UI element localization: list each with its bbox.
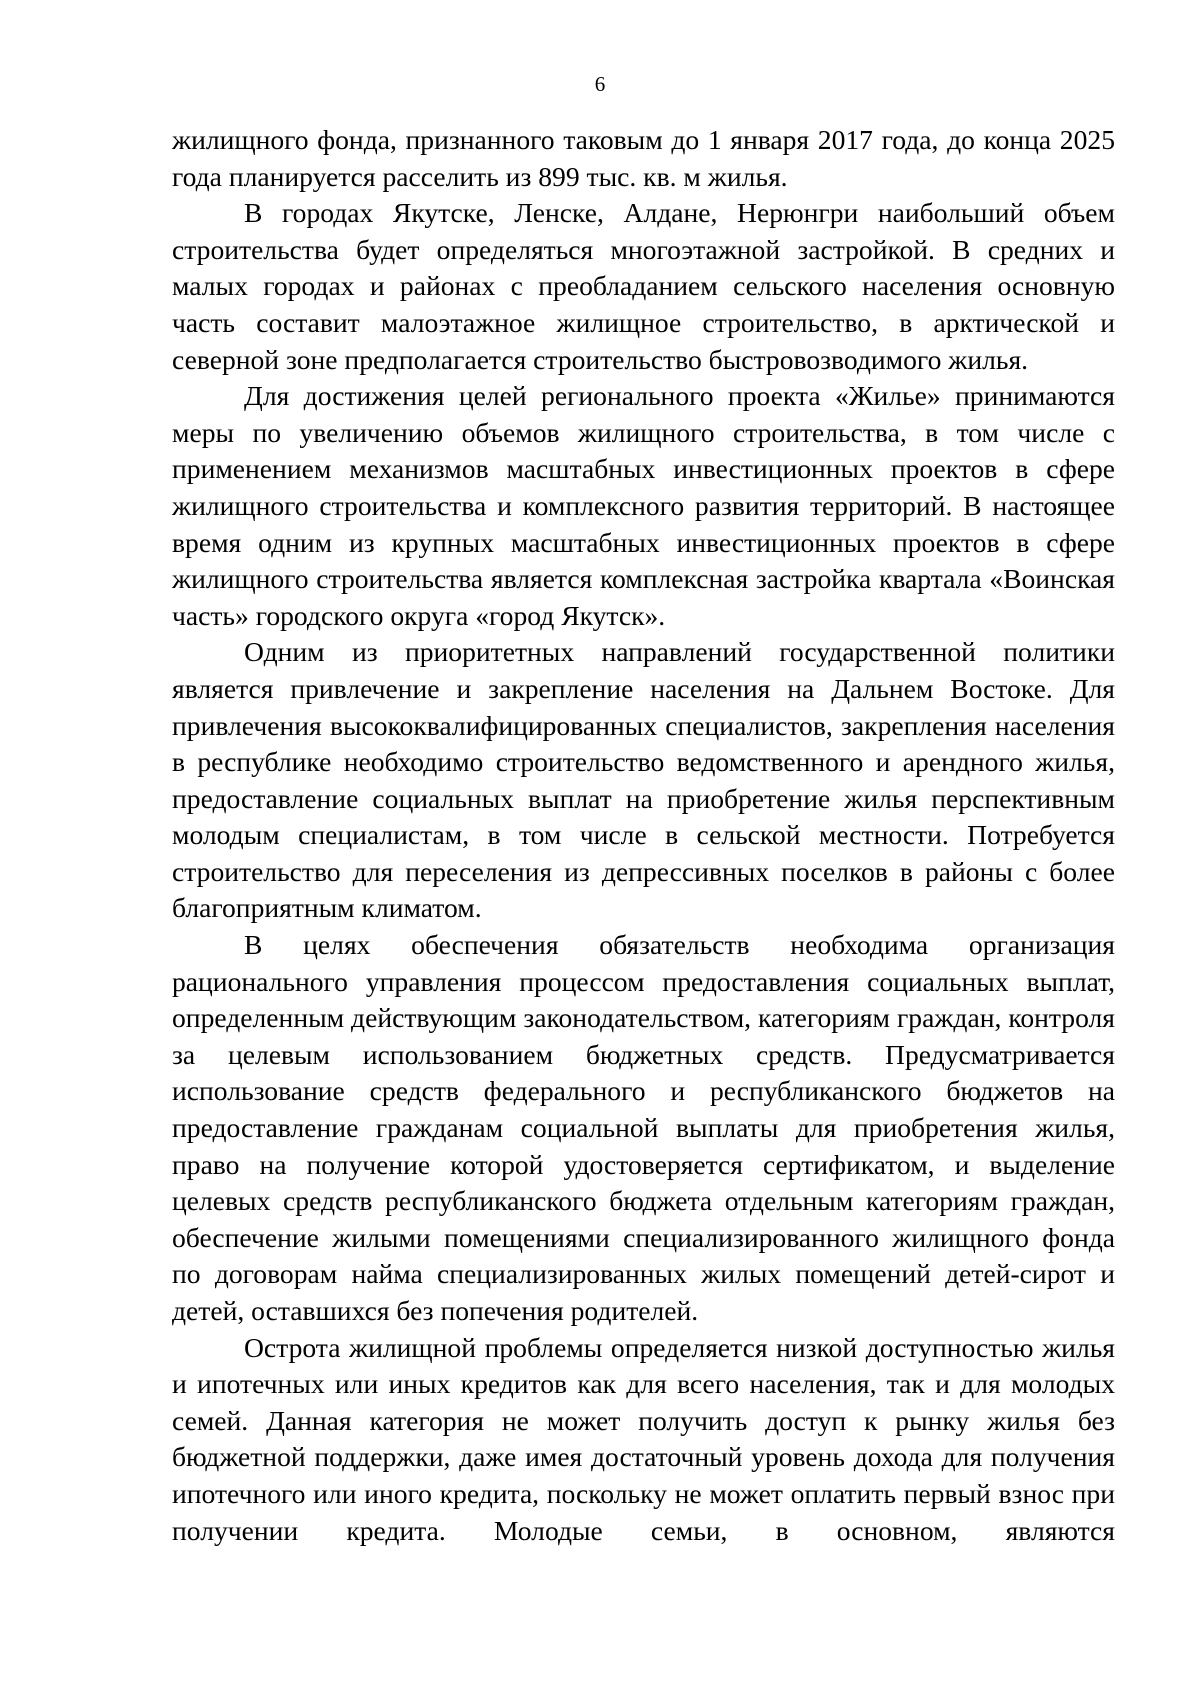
paragraph-housing-affordability: Острота жилищной проблемы определяется низкой доступностью жилья и ипотечных или иных кредитов как для всего населения, так и для молодых семей. Данная категория не может получить доступ к рынку жилья без бюджетной поддержки, даже имея достаточный уровень дохода для получения ипотечного или иного кредита, поскольку не может оплатить первый взнос при получении кредита. Молодые семьи, в основном, являются [172, 1331, 1115, 1546]
paragraph-continuation: жилищного фонда, признанного таковым до 1 января 2017 года, до конца 2025 года планируется расселить из 899 тыс. кв. м жилья. [172, 124, 1115, 192]
paragraph-construction-types: В городах Якутске, Ленске, Алдане, Нерюнгри наибольший объем строительства будет определяться многоэтажной застройкой. В средних и малых городах и районах с преобладанием сельского населения основную часть составит малоэтажное жилищное строительство, в арктической и северной зоне предполагается строительство быстровозводимого жилья. [172, 197, 1115, 375]
paragraph-social-payments: В целях обеспечения обязательств необходима организация рационального управления процессом предоставления социальных выплат, определенным действующим законодательством, категориям граждан, контроля за целевым использованием бюджетных средств. Предусматривается использование средств федерального и республиканского бюджетов на предоставление гражданам социальной выплаты для приобретения жилья, право на получение которой удостоверяется сертификатом, и выделение целевых средств республиканского бюджета отдельным категориям граждан, обеспечение жилыми помещениями специализированного жилищного фонда по договорам найма специализированных жилых помещений детей-сирот и детей, оставшихся без попечения родителей. [172, 929, 1115, 1326]
paragraph-population-policy: Одним из приоритетных направлений государственной политики является привлечение и закрепление населения на Дальнем Востоке. Для привлечения высококвалифицированных специалистов, закрепления населения в республике необходимо строительство ведомственного и арендного жилья, предоставление социальных выплат на приобретение жилья перспективным молодым специалистам, в том числе в сельской местности. Потребуется строительство для переселения из депрессивных поселков в районы с более благоприятным климатом. [172, 636, 1115, 924]
paragraph-regional-project: Для достижения целей регионального проекта «Жилье» принимаются меры по увеличению объемов жилищного строительства, в том числе с применением механизмов масштабных инвестиционных проектов в сфере жилищного строительства и комплексного развития территорий. В настоящее время одним из крупных масштабных инвестиционных проектов в сфере жилищного строительства является комплексная застройка квартала «Воинская часть» городского округа «город Якутск». [172, 380, 1115, 631]
page-number: 6 [594, 72, 606, 96]
document-body [172, 122, 1115, 1549]
